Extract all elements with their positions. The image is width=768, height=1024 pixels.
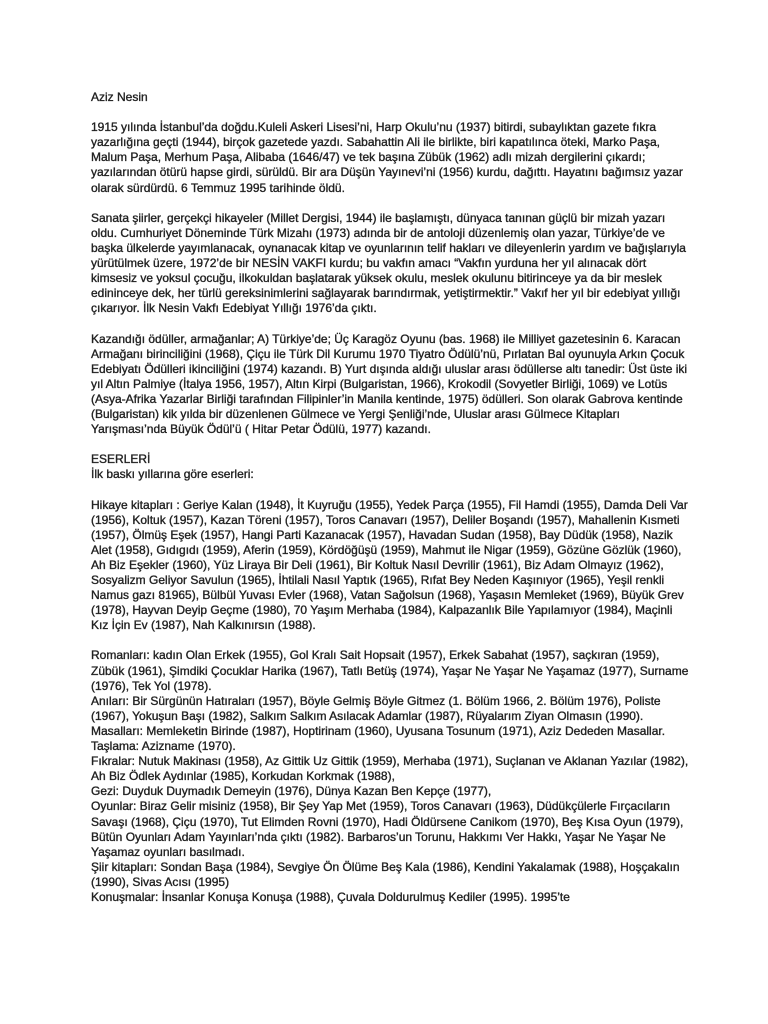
works-poetry: Şiir kitapları: Sondan Başa (1984), Sevgiye Ön Ölüme Beş Kala (1986), Kendini Yakalamak (1988), Hoşçakalın (1990), Sivas Acısı (1995) — [91, 859, 680, 889]
bio-paragraph-awards: Kazandığı ödüller, armağanlar; A) Türkiye’de; Üç Karagöz Oyunu (bas. 1968) ile Milliyet gazetesinin 6. Karacan Armağanı birinciliğini (1968), Çiçu ile Türk Dil Kurumu 1970 Tiyatro Ödülü’nü, Pırlatan Bal oyunuyla Arkın Çocuk Edebiyatı Ödülleri ikinciliğini (1974) kazandı. B) Yurt dışında aldığı uluslar arası ödüllerse altı tanedir: Üst üste iki yıl Altın Palmiye (İtalya 1956, 1957), Altın Kirpi (Bulgaristan, 1966), Krokodil (Sovyetler Birliği, 1069) ve Lotüs (Asya-Afrika Yazarlar Birliği tarafından Filipinler’in Manila kentinde, 1975) ödülleri. Son olarak Gabrova kentinde (Bulgaristan) kik yılda bir düzenlenen Gülmece ve Yergi Şenliği’nde, Uluslar arası Gülmece Kitapları Yarışması’nda Büyük Ödül’ü ( Hitar Petar Ödülü, 1977) kazandı. — [91, 331, 688, 437]
document-body — [91, 90, 691, 905]
bio-paragraph-career: Sanata şiirler, gerçekçi hikayeler (Millet Dergisi, 1944) ile başlamıştı, dünyaca tanınan güçlü bir mizah yazarı oldu. Cumhuriyet Döneminde Türk Mizahı (1973) adında bir de antoloji düzenlemiş olan yazar, Türkiye’de ve başka ülkelerde yayımlanacak, oynanacak kitap ve oyunlarının telif hakları ve dileyenlerin yardım ve bağışlarıyla yürütülmek üzere, 1972’de bir NESİN VAKFI kurdu; bu vakfın amacı “Vakfın yurduna her yıl alınacak dört kimsesiz ve yoksul çocuğu, ilkokuldan başlatarak yüksek okulu, meslek okulunu bitirinceye ya da bir meslek edininceye dek, her türlü gereksinimlerini sağlayarak barındırmak, yetiştirmektir.” Vakıf her yıl bir edebiyat yıllığı çıkarıyor. İlk Nesin Vakfı Edebiyat Yıllığı 1976’da çıktı. — [91, 210, 686, 316]
works-plays: Oyunlar: Biraz Gelir misiniz (1958), Bir Şey Yap Met (1959), Toros Canavarı (1963), Düdükçülerle Fırçacıların Savaşı (1968), Çiçu (1970), Tut Elimden Rovni (1970), Hadi Öldürsene Canikom (1970), Beş Kısa Oyun (1979), Bütün Oyunları Adam Yayınları’nda çıktı (1982). Barbaros’un Torunu, Hakkımı Ver Hakkı, Yaşar Ne Yaşar Ne Yaşamaz oyunları basılmadı. — [91, 799, 684, 859]
works-travel: Gezi: Duyduk Duymadık Demeyin (1976), Dünya Kazan Ben Kepçe (1977), — [91, 784, 492, 799]
works-tales: Masalları: Memleketin Birinde (1987), Hoptirinam (1960), Uyusana Tosunum (1971), Aziz Dededen Masallar. — [91, 723, 666, 738]
works-talks: Konuşmalar: İnsanlar Konuşa Konuşa (1988), Çuvala Doldurulmuş Kediler (1995). 1995’te — [91, 889, 570, 904]
stories-paragraph: Hikaye kitapları : Geriye Kalan (1948), İt Kuyruğu (1955), Yedek Parça (1955), Fil Hamdi (1955), Damda Deli Var (1956), Koltuk (1957), Kazan Töreni (1957), Toros Canavarı (1957), Deliler Boşandı (1957), Mahallenin Kısmeti (1957), Ölmüş Eşek (1957), Hangi Parti Kazanacak (1957), Havadan Sudan (1958), Bay Düdük (1958), Nazik Alet (1958), Gıdıgıdı (1959), Aferin (1959), Kördöğüşü (1959), Mahmut ile Nigar (1959), Gözüne Gözlük (1960), Ah Biz Eşekler (1960), Yüz Liraya Bir Deli (1961), Bir Koltuk Nasıl Devrilir (1961), Biz Adam Olmayız (1962), Sosyalizm Geliyor Savulun (1965), İhtilali Nasıl Yaptık (1965), Rıfat Bey Neden Kaşınıyor (1965), Yeşil renkli Namus gazı 81965), Bülbül Yuvası Evler (1968), Vatan Sağolsun (1968), Yaşasın Memleket (1969), Büyük Grev (1978), Hayvan Deyip Geçme (1980), 70 Yaşım Merhaba (1984), Kalpazanlık Bile Yapılamıyor (1984), Maçinli Kız İçin Ev (1987), Nah Kalkınırsın (1988). — [91, 497, 688, 633]
document-title: Aziz Nesin — [91, 90, 148, 104]
works-memoirs: Anıları: Bir Sürgünün Hatıraları (1957), Böyle Gelmiş Böyle Gitmez (1. Bölüm 1966, 2. Bölüm 1976), Poliste (1967), Yokuşun Başı (1982), Salkım Salkım Asılacak Adamlar (1987), Rüyalarım Ziyan Olmasın (1990). — [91, 693, 661, 723]
works-heading: ESERLERİ — [91, 452, 151, 467]
works-anecdotes: Fıkralar: Nutuk Makinası (1958), Az Gittik Uz Gittik (1959), Merhaba (1971), Suçlanan ve Aklanan Yazılar (1982), Ah Biz Ödlek Aydınlar (1985), Korkudan Korkmak (1988), — [91, 754, 689, 784]
works-subheading: İlk baskı yıllarına göre eserleri: — [91, 467, 254, 482]
bio-paragraph-birth: 1915 yılında İstanbul’da doğdu.Kuleli Askeri Lisesi’ni, Harp Okulu’nu (1937) bitirdi, subaylıktan gazete fıkra yazarlığına geçti (1944), birçok gazetede yazdı. Sabahattin Ali ile birlikte, biri kapatılınca öteki, Marko Paşa, Malum Paşa, Merhum Paşa, Alibaba (1646/47) ve tek başına Zübük (1962) adlı mizah dergilerini çıkardı; yazılarından ötürü hapse girdi, sürüldü. Bir ara Düşün Yayınevi’ni (1956) kurdu, dağıttı. Hayatını bağımsız yazar olarak sürdürdü. 6 Temmuz 1995 tarihinde öldü. — [91, 120, 683, 195]
works-satire: Taşlama: Azizname (1970). — [91, 739, 236, 754]
works-novels: Romanları: kadın Olan Erkek (1955), Gol Kralı Sait Hopsait (1957), Erkek Sabahat (1957), saçkıran (1959), Zübük (1961), Şimdiki Çocuklar Harika (1967), Tatlı Betüş (1974), Yaşar Ne Yaşar Ne Yaşamaz (1977), Surname (1976), Tek Yol (1978). — [91, 648, 689, 693]
